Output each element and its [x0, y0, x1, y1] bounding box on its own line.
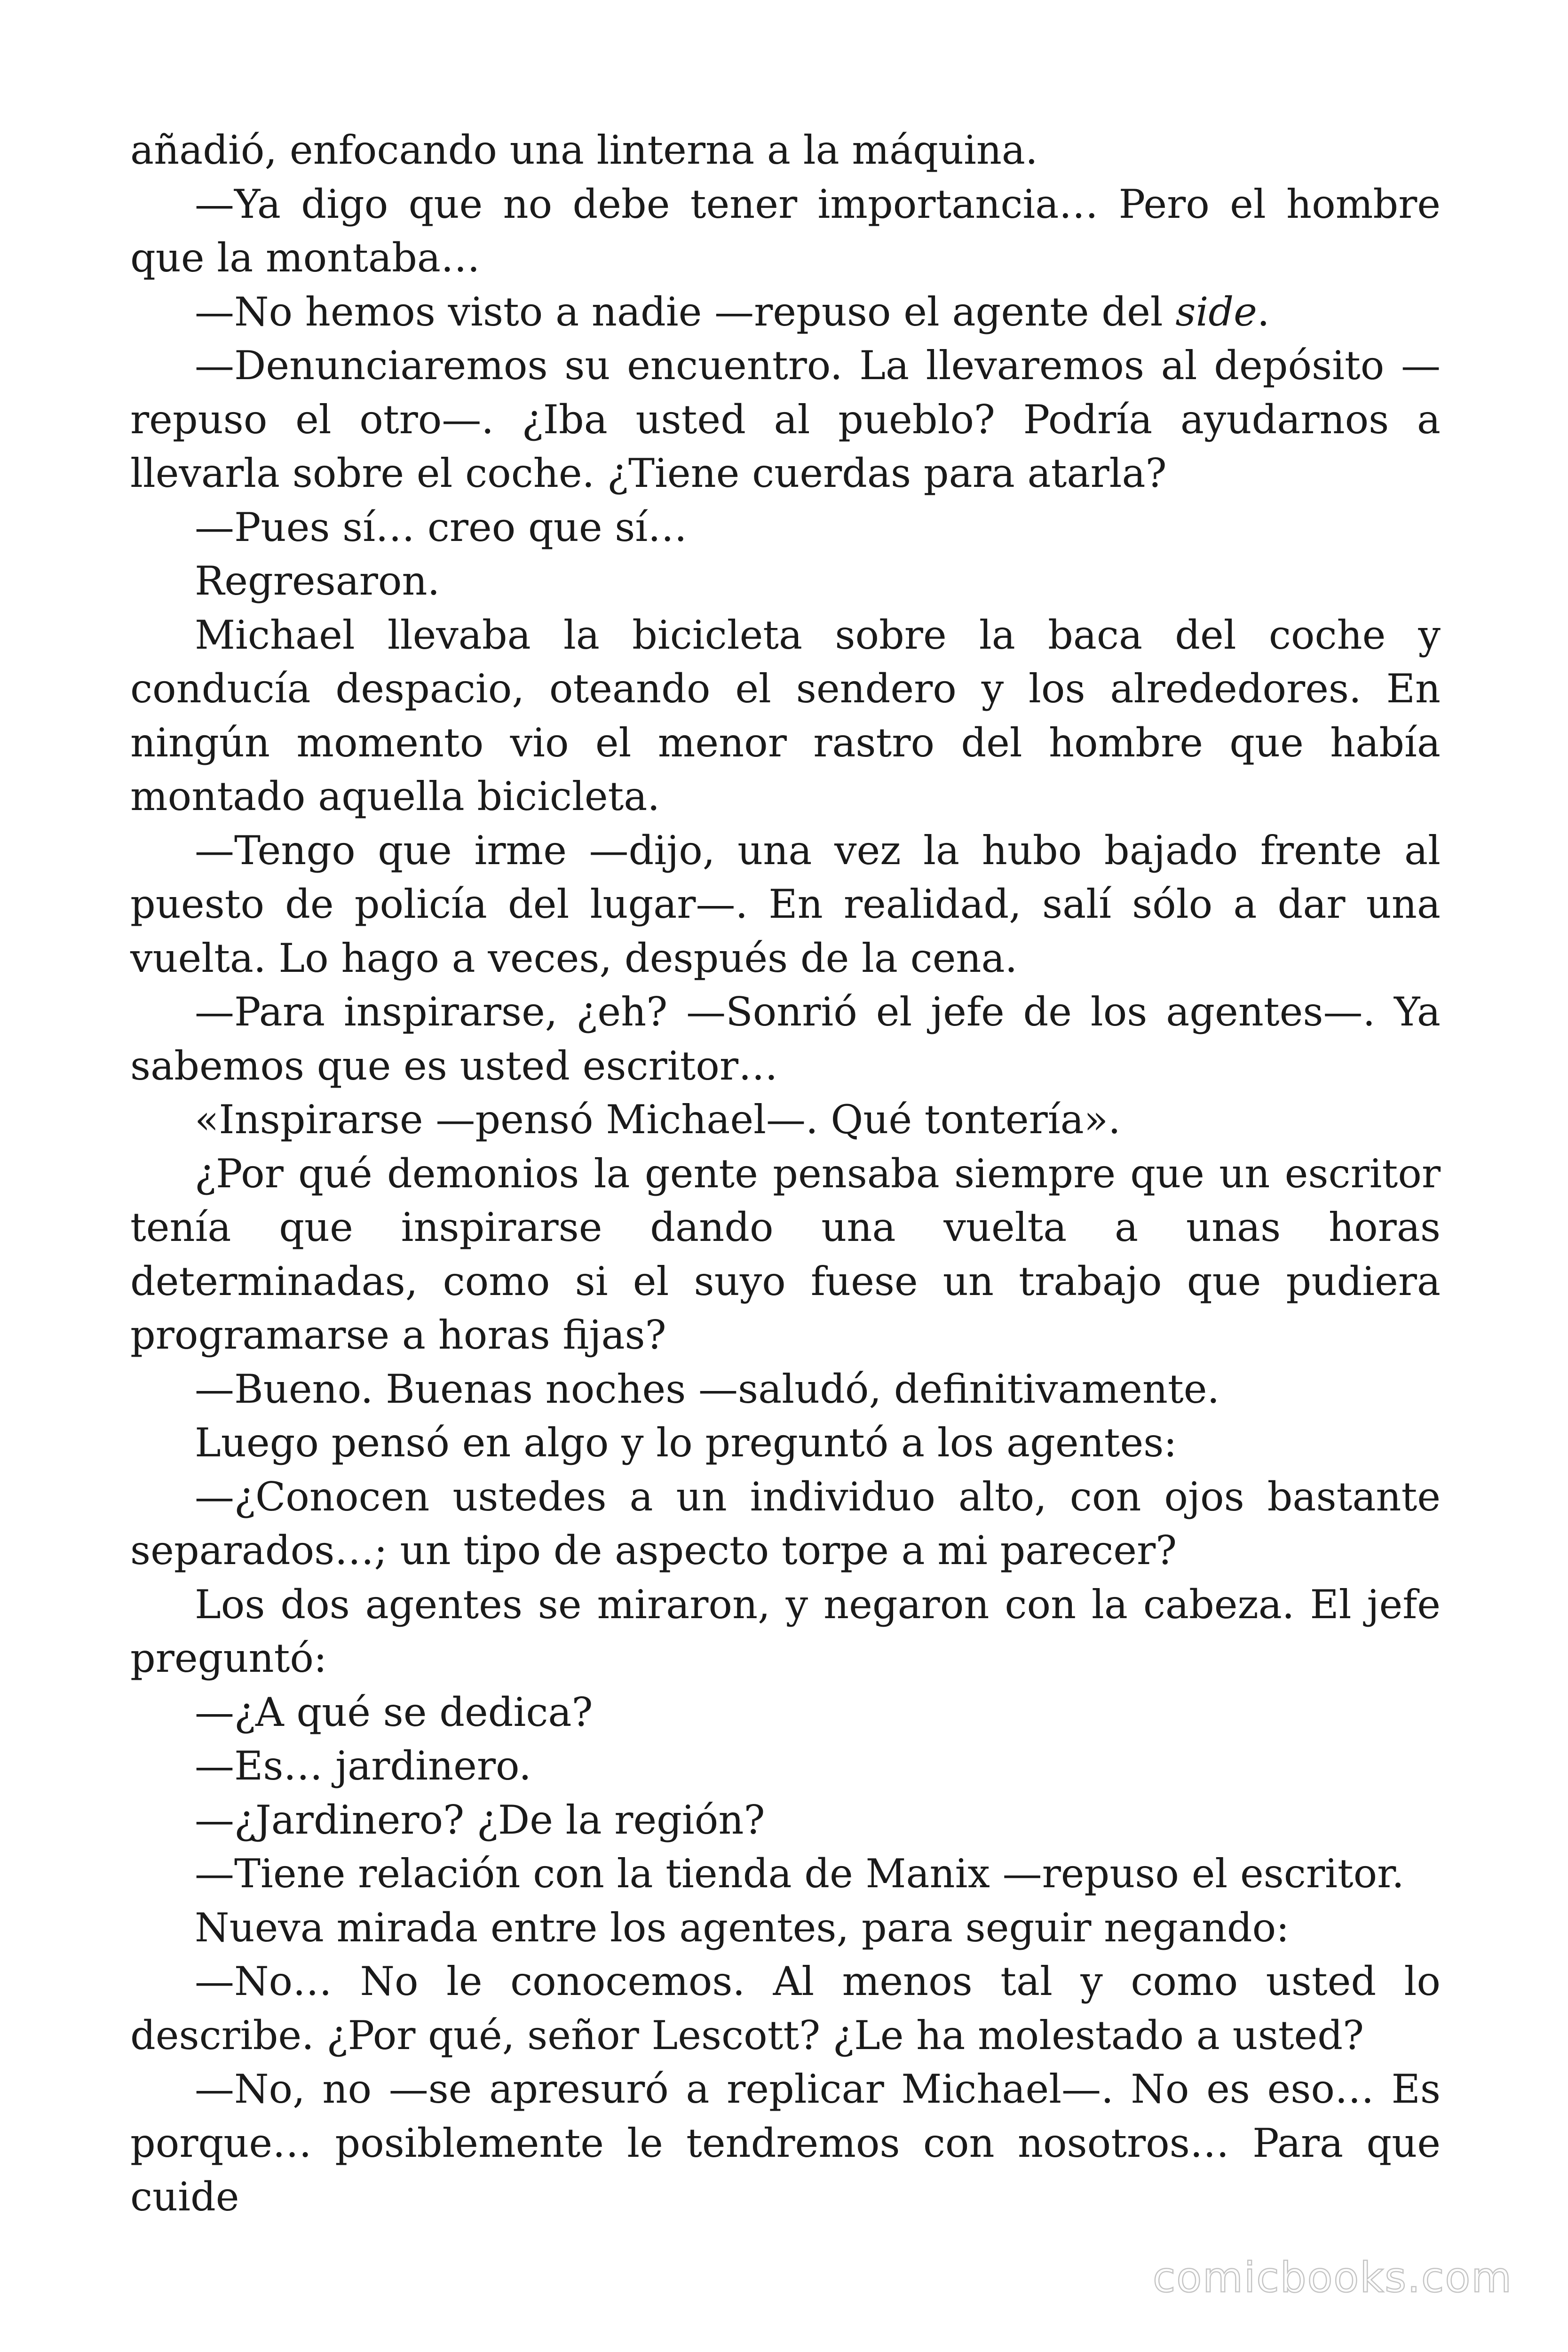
- paragraph: Regresaron.: [195, 558, 440, 604]
- watermark: comicbooks.com: [1152, 2253, 1513, 2302]
- paragraph: —¿Jardinero? ¿De la región?: [195, 1796, 765, 1843]
- paragraph: —Ya digo que no debe tener importancia… Pero el hombre que la montaba…: [130, 181, 1441, 281]
- text-run: —No hemos visto a nadie —repuso el agente del: [195, 288, 1176, 335]
- paragraph: añadió, enfocando una linterna a la máquina.: [130, 127, 1038, 173]
- paragraph: —Es… jardinero.: [195, 1743, 531, 1789]
- paragraph: Luego pensó en algo y lo preguntó a los agentes:: [195, 1420, 1177, 1466]
- paragraph: —Tengo que irme —dijo, una vez la hubo bajado frente al puesto de policía del lugar—. En realidad, salí sólo a dar una vuelta. Lo hago a veces, después de la cena.: [130, 827, 1441, 981]
- paragraph: —No, no —se apresuró a replicar Michael—. No es eso… Es porque… posiblemente le tendremos con nosotros… Para que cuide: [130, 2066, 1441, 2220]
- paragraph: [130, 285, 1441, 339]
- paragraph: —Denunciaremos su encuentro. La llevaremos al depósito —repuso el otro—. ¿Iba usted al pueblo? Podría ayudarnos a llevarla sobre el coche. ¿Tiene cuerdas para atarla?: [130, 342, 1441, 496]
- paragraph: —Para inspirarse, ¿eh? —Sonrió el jefe de los agentes—. Ya sabemos que es usted escritor…: [130, 989, 1441, 1089]
- book-page-text: [130, 123, 1441, 2224]
- paragraph: «Inspirarse —pensó Michael—. Qué tontería».: [195, 1097, 1121, 1143]
- paragraph: Nueva mirada entre los agentes, para seguir negando:: [195, 1904, 1290, 1951]
- paragraph: Los dos agentes se miraron, y negaron con la cabeza. El jefe preguntó:: [130, 1581, 1441, 1681]
- paragraph: —¿A qué se dedica?: [195, 1689, 593, 1735]
- italic-text: side: [1175, 288, 1257, 335]
- paragraph: —¿Conocen ustedes a un individuo alto, con ojos bastante separados…; un tipo de aspecto torpe a mi parecer?: [130, 1473, 1441, 1573]
- paragraph: Michael llevaba la bicicleta sobre la baca del coche y conducía despacio, oteando el sendero y los alrededores. En ningún momento vio el menor rastro del hombre que había montado aquella bicicleta.: [130, 612, 1441, 819]
- paragraph: —No… No le conocemos. Al menos tal y como usted lo describe. ¿Por qué, señor Lescott? ¿Le ha molestado a usted?: [130, 1958, 1441, 2058]
- paragraph: —Pues sí… creo que sí…: [195, 504, 688, 550]
- paragraph: —Bueno. Buenas noches —saludó, definitivamente.: [195, 1366, 1220, 1412]
- paragraph: —Tiene relación con la tienda de Manix —repuso el escritor.: [195, 1851, 1404, 1897]
- text-run: .: [1257, 288, 1270, 335]
- paragraph: ¿Por qué demonios la gente pensaba siempre que un escritor tenía que inspirarse dando una vuelta a unas horas determinadas, como si el suyo fuese un trabajo que pudiera programarse a horas fijas?: [130, 1150, 1441, 1358]
